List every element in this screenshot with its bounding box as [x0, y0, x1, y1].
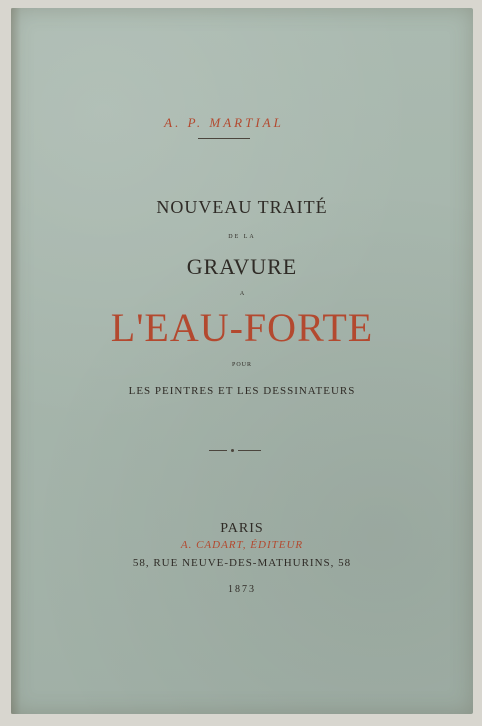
- main-title: L'EAU-FORTE: [110, 305, 374, 350]
- title-line-1: NOUVEAU TRAITÉ: [156, 197, 328, 217]
- ornament-bar-left: [209, 450, 227, 451]
- ornament-bar-right: [238, 450, 261, 451]
- subtitle: LES PEINTRES ET LES DESSINATEURS: [128, 385, 356, 397]
- title-line-2: DE LA: [228, 234, 256, 240]
- publisher-name: A. CADART, ÉDITEUR: [180, 539, 304, 551]
- author-rule: [198, 138, 250, 139]
- cover-left-edge: [11, 8, 21, 714]
- publication-city: PARIS: [220, 521, 264, 536]
- publication-year: 1873: [228, 584, 256, 595]
- book-cover: [11, 8, 473, 714]
- ornament-dot: [231, 449, 234, 452]
- title-line-3: GRAVURE: [186, 254, 298, 279]
- publisher-address: 58, RUE NEUVE-DES-MATHURINS, 58: [132, 557, 352, 569]
- ornamental-divider: [209, 448, 261, 454]
- title-line-4: A: [239, 291, 245, 297]
- title-line-6: POUR: [231, 362, 252, 368]
- author-name: A. P. MARTIAL: [164, 115, 284, 130]
